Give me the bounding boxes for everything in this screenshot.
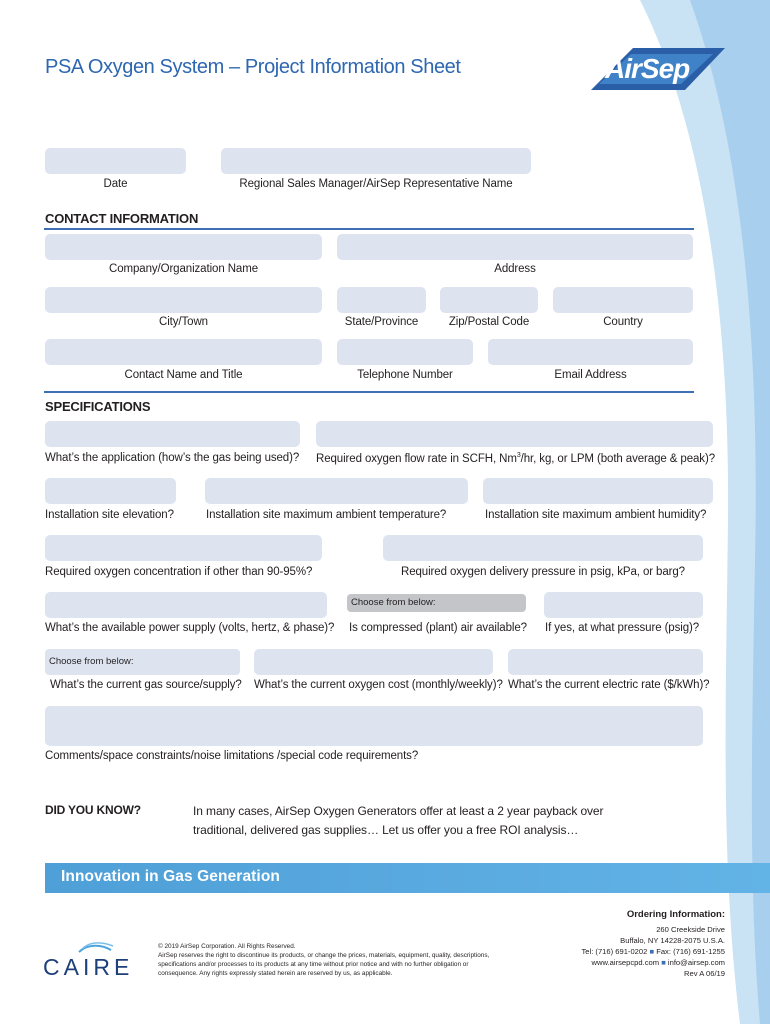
country-field[interactable] xyxy=(553,287,693,313)
legal-line-4: consequence. Any rights expressly stated herein are reserved by us, as applicable. xyxy=(158,970,393,977)
power-supply-field[interactable] xyxy=(45,592,327,618)
contact-name-label: Contact Name and Title xyxy=(124,369,243,381)
sales-rep-field[interactable] xyxy=(221,148,531,174)
ordering-heading: Ordering Information: xyxy=(626,909,725,920)
did-you-know-heading: DID YOU KNOW? xyxy=(45,803,141,817)
flow-rate-label xyxy=(316,452,715,465)
compressed-pressure-field[interactable] xyxy=(544,592,703,618)
contact-name-field[interactable] xyxy=(45,339,322,365)
ordering-web-line xyxy=(540,957,725,968)
city-field[interactable] xyxy=(45,287,322,313)
airsep-logo xyxy=(585,44,730,96)
ordering-website-link[interactable]: www.airsepcpd.com xyxy=(591,958,660,967)
city-label: City/Town xyxy=(159,316,208,328)
state-label: State/Province xyxy=(344,316,419,328)
ordering-tel: Tel: (716) 691-0202 xyxy=(581,947,648,956)
state-field[interactable] xyxy=(337,287,426,313)
legal-line-1: © 2019 AirSep Corporation. All Rights Reserved. xyxy=(158,943,296,950)
email-field[interactable] xyxy=(488,339,693,365)
innovation-banner-text: Innovation in Gas Generation xyxy=(61,868,280,885)
bullet-square-icon: ■ xyxy=(649,947,655,956)
comments-field[interactable] xyxy=(45,706,703,746)
ordering-address-2: Buffalo, NY 14228-2075 U.S.A. xyxy=(620,936,725,945)
compressed-air-select[interactable]: Choose from below: xyxy=(347,594,526,612)
application-label: What’s the application (how’s the gas being used)? xyxy=(45,452,300,464)
flow-rate-label-pre: Required oxygen flow rate in SCFH, Nm xyxy=(316,452,517,465)
legal-line-3: specifications and/or processes to its products at any time without prior notice and with no further obligation or xyxy=(158,961,469,968)
compressed-air-label: Is compressed (plant) air available? xyxy=(349,622,527,634)
country-label: Country xyxy=(603,316,643,328)
email-label: Email Address xyxy=(554,369,627,381)
date-field[interactable] xyxy=(45,148,186,174)
ordering-fax: Fax: (716) 691-1255 xyxy=(656,947,725,956)
max-temp-field[interactable] xyxy=(205,478,468,504)
elevation-field[interactable] xyxy=(45,478,176,504)
company-field[interactable] xyxy=(45,234,322,260)
address-label: Address xyxy=(494,263,536,275)
did-you-know-line2: traditional, delivered gas supplies… Let us offer you a free ROI analysis… xyxy=(193,823,579,837)
legal-text xyxy=(158,942,528,978)
innovation-banner xyxy=(45,863,770,893)
max-humidity-label: Installation site maximum ambient humidity? xyxy=(485,509,707,521)
compressed-pressure-label: If yes, at what pressure (psig)? xyxy=(545,622,700,634)
bullet-square-icon: ■ xyxy=(661,958,666,967)
ordering-address-1: 260 Creekside Drive xyxy=(656,925,725,934)
revision-label: Rev A 06/19 xyxy=(684,969,725,978)
electric-rate-label: What’s the current electric rate ($/kWh)? xyxy=(508,679,710,691)
max-temp-label: Installation site maximum ambient temperature? xyxy=(206,509,447,521)
caire-logo xyxy=(43,940,147,980)
sales-rep-label: Regional Sales Manager/AirSep Representative Name xyxy=(239,178,513,190)
elevation-label: Installation site elevation? xyxy=(45,509,174,521)
gas-source-select[interactable]: Choose from below: xyxy=(45,649,240,675)
concentration-label: Required oxygen concentration if other than 90-95%? xyxy=(45,566,313,578)
company-label: Company/Organization Name xyxy=(109,263,258,275)
flow-rate-label-sup: 3 xyxy=(516,452,521,459)
zip-field[interactable] xyxy=(440,287,538,313)
flow-rate-label-post: /hr, kg, or LPM (both average & peak)? xyxy=(520,452,715,465)
legal-line-2: AirSep reserves the right to discontinue its products, or change the prices, materials, equipment, quality, descriptions, xyxy=(158,952,490,959)
ordering-info xyxy=(540,924,725,979)
contact-divider xyxy=(44,228,694,230)
telephone-label: Telephone Number xyxy=(357,369,453,381)
ordering-email-link[interactable]: info@airsep.com xyxy=(667,958,725,967)
specs-heading: SPECIFICATIONS xyxy=(45,399,151,414)
did-you-know-line1: In many cases, AirSep Oxygen Generators offer at least a 2 year payback over xyxy=(193,804,604,818)
date-label: Date xyxy=(103,178,128,190)
application-field[interactable] xyxy=(45,421,300,447)
page-title: PSA Oxygen System – Project Information Sheet xyxy=(45,56,461,78)
max-humidity-field[interactable] xyxy=(483,478,713,504)
comments-label: Comments/space constraints/noise limitations /special code requirements? xyxy=(45,750,419,762)
specs-top-divider xyxy=(44,391,694,393)
power-supply-label: What’s the available power supply (volts, hertz, & phase)? xyxy=(45,622,335,634)
telephone-field[interactable] xyxy=(337,339,473,365)
delivery-pressure-label: Required oxygen delivery pressure in psig, kPa, or barg? xyxy=(401,566,685,578)
zip-label: Zip/Postal Code xyxy=(448,316,530,328)
gas-source-label: What’s the current gas source/supply? xyxy=(50,679,242,691)
electric-rate-field[interactable] xyxy=(508,649,703,675)
caire-logo-text: CAIRE xyxy=(43,954,134,980)
oxygen-cost-field[interactable] xyxy=(254,649,493,675)
airsep-logo-text: AirSep xyxy=(605,53,690,84)
address-field[interactable] xyxy=(337,234,693,260)
flow-rate-field[interactable] xyxy=(316,421,713,447)
ordering-phone-line xyxy=(540,946,725,957)
delivery-pressure-field[interactable] xyxy=(383,535,703,561)
oxygen-cost-label: What’s the current oxygen cost (monthly/weekly)? xyxy=(254,679,503,691)
concentration-field[interactable] xyxy=(45,535,322,561)
contact-heading: CONTACT INFORMATION xyxy=(45,211,199,226)
